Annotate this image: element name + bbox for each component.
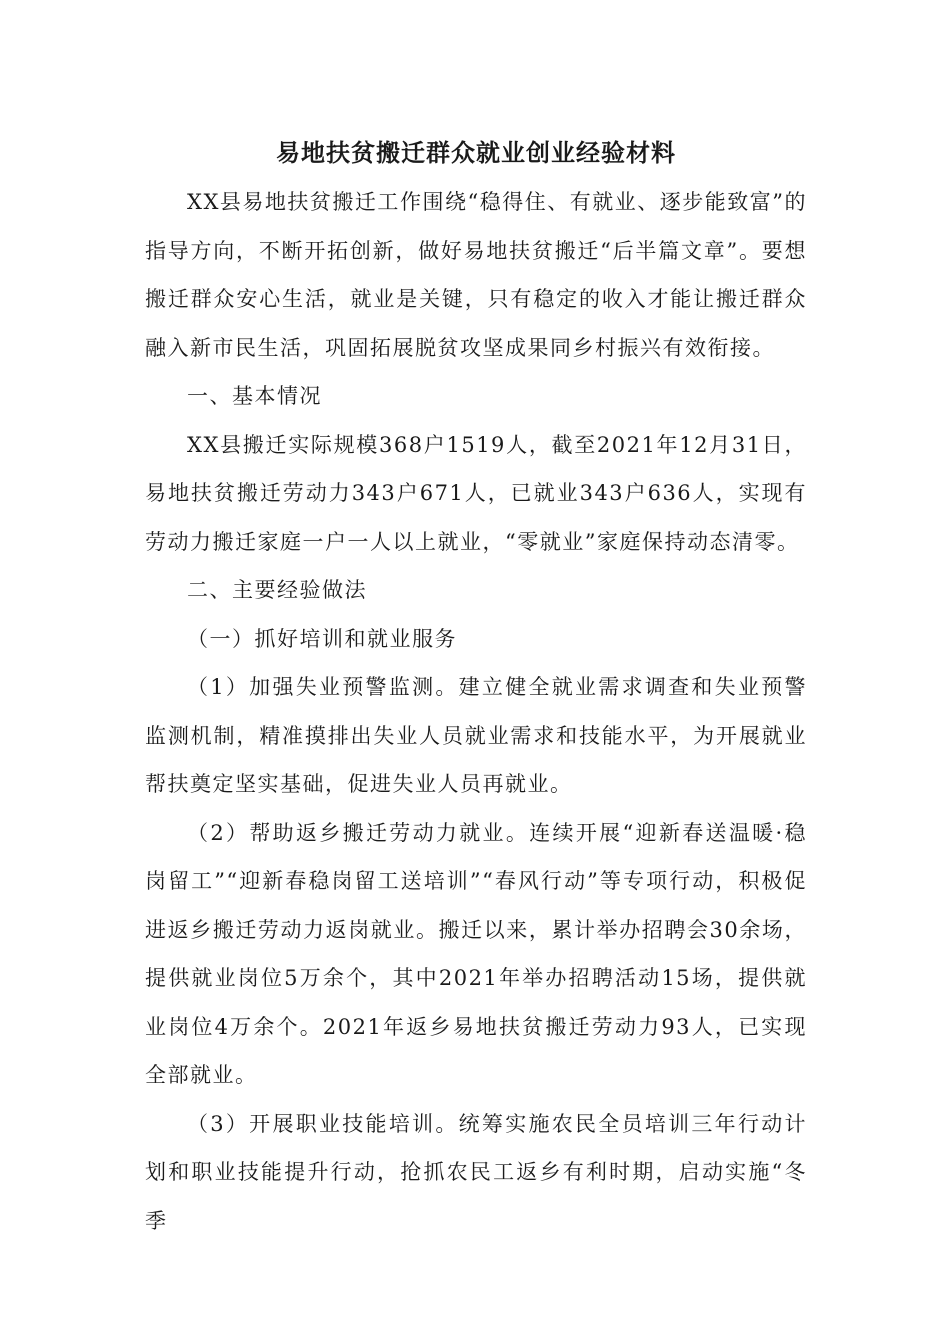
paragraph-intro: XX县易地扶贫搬迁工作围绕“稳得住、有就业、逐步能致富”的指导方向，不断开拓创新，做好易地扶贫搬迁“后半篇文章”。要想搬迁群众安心生活，就业是关键，只有稳定的收入才能让搬迁群众融入新市民生活，巩固拓展脱贫攻坚成果同乡村振兴有效衔接。 — [145, 190, 807, 360]
paragraph-item-3: （3）开展职业技能培训。统筹实施农民全员培训三年行动计划和职业技能提升行动，抢抓农民工返乡有利时期，启动实施“冬季 — [145, 1111, 807, 1233]
document-title: 易地扶贫搬迁群众就业创业经验材料 — [276, 139, 676, 167]
document-page — [145, 136, 807, 1245]
paragraph-basic-situation: XX县搬迁实际规模368户1519人，截至2021年12月31日，易地扶贫搬迁劳动力343户671人，已就业343户636人，实现有劳动力搬迁家庭一户一人以上就业，“零就业”家庭保持动态清零。 — [145, 432, 808, 554]
heading-basic-situation: 一、基本情况 — [187, 384, 322, 408]
paragraph-item-2: （2）帮助返乡搬迁劳动力就业。连续开展“迎新春送温暖·稳岗留工”“迎新春稳岗留工送培训”“春风行动”等专项行动，积极促进返乡搬迁劳动力返岗就业。搬迁以来，累计举办招聘会30余场，提供就业岗位5万余个，其中2021年举办招聘活动15场，提供就业岗位4万余个。2021年返乡易地扶贫搬迁劳动力93人，已实现全部就业。 — [145, 820, 807, 1087]
paragraph-item-1: （1）加强失业预警监测。建立健全就业需求调查和失业预警监测机制，精准摸排出失业人员就业需求和技能水平，为开展就业帮扶奠定坚实基础，促进失业人员再就业。 — [145, 675, 807, 796]
heading-main-experience: 二、主要经验做法 — [187, 578, 367, 602]
subheading-training-employment: （一）抓好培训和就业服务 — [187, 626, 457, 651]
